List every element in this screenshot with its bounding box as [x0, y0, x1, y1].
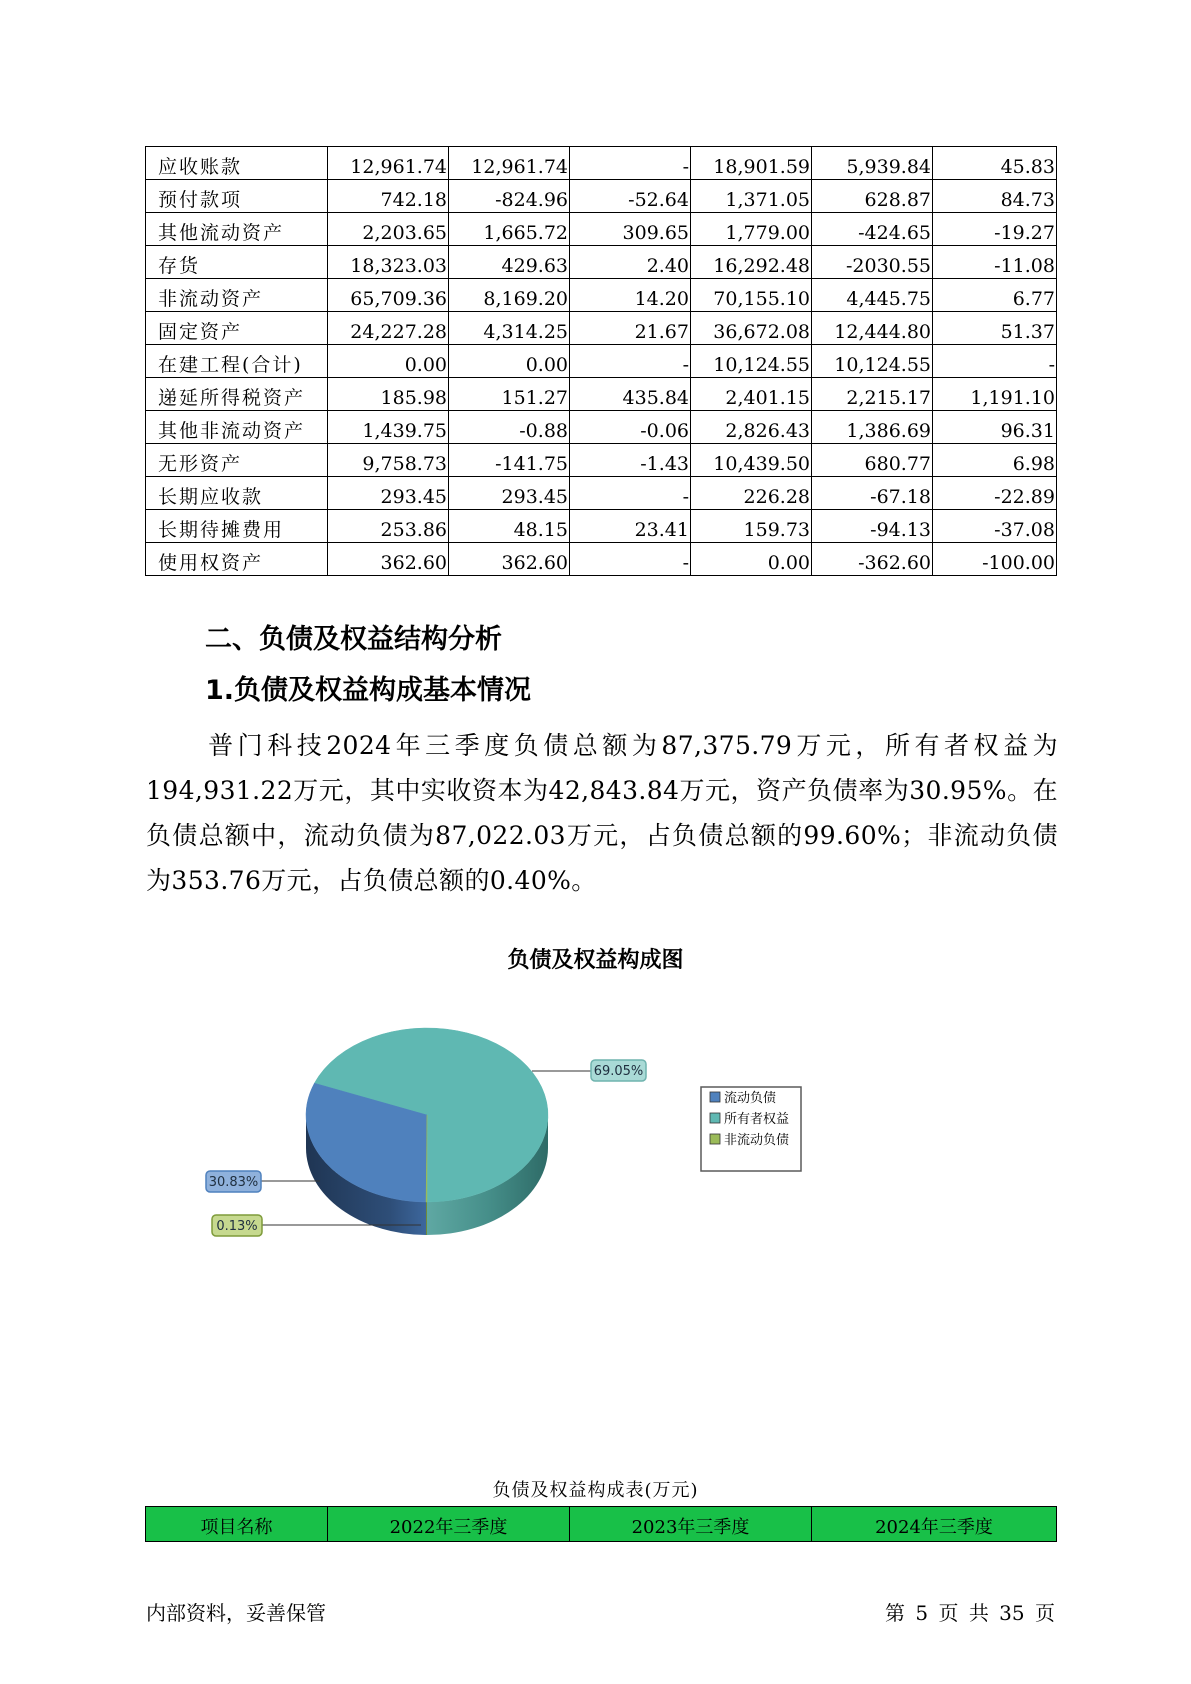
value-cell: 1,371.05	[691, 180, 812, 213]
value-cell: -824.96	[449, 180, 570, 213]
sub-heading: 1.负债及权益构成基本情况	[205, 675, 532, 706]
value-cell: 5,939.84	[812, 147, 933, 180]
value-cell: 680.77	[812, 444, 933, 477]
value-cell: -	[570, 543, 691, 576]
pie-side-noncurrent	[426, 1202, 427, 1235]
value-cell: 12,444.80	[812, 312, 933, 345]
value-cell: -19.27	[933, 213, 1057, 246]
row-label-cell: 在建工程(合计)	[146, 345, 328, 378]
header-cell-item: 项目名称	[146, 1507, 328, 1542]
row-label-cell: 固定资产	[146, 312, 328, 345]
footer-page-number: 第 5 页 共 35 页	[885, 1601, 1055, 1625]
value-cell: -22.89	[933, 477, 1057, 510]
section-heading: 二、负债及权益结构分析	[205, 624, 502, 655]
liability-table-header	[146, 1507, 1057, 1542]
value-cell: -	[933, 345, 1057, 378]
value-cell: 9,758.73	[328, 444, 449, 477]
data-label: 69.05%	[593, 1064, 644, 1079]
row-label-cell: 无形资产	[146, 444, 328, 477]
row-label-cell: 存货	[146, 246, 328, 279]
value-cell: 435.84	[570, 378, 691, 411]
value-cell: 84.73	[933, 180, 1057, 213]
pie-slices	[306, 1028, 548, 1235]
row-label-cell: 其他非流动资产	[146, 411, 328, 444]
value-cell: 6.98	[933, 444, 1057, 477]
value-cell: 185.98	[328, 378, 449, 411]
value-cell: -1.43	[570, 444, 691, 477]
value-cell: 2.40	[570, 246, 691, 279]
value-cell: 4,445.75	[812, 279, 933, 312]
value-cell: 12,961.74	[449, 147, 570, 180]
value-cell: 309.65	[570, 213, 691, 246]
value-cell: 4,314.25	[449, 312, 570, 345]
value-cell: 2,401.15	[691, 378, 812, 411]
value-cell: 24,227.28	[328, 312, 449, 345]
value-cell: 10,124.55	[691, 345, 812, 378]
legend-label: 流动负债	[724, 1091, 777, 1106]
value-cell: -11.08	[933, 246, 1057, 279]
value-cell: -67.18	[812, 477, 933, 510]
footer-confidential: 内部资料，妥善保管	[146, 1601, 326, 1625]
value-cell: 51.37	[933, 312, 1057, 345]
row-label-cell: 长期待摊费用	[146, 510, 328, 543]
value-cell: 48.15	[449, 510, 570, 543]
value-cell: 70,155.10	[691, 279, 812, 312]
value-cell: 65,709.36	[328, 279, 449, 312]
value-cell: 2,215.17	[812, 378, 933, 411]
value-cell: 36,672.08	[691, 312, 812, 345]
value-cell: -	[570, 147, 691, 180]
legend-label: 所有者权益	[724, 1112, 790, 1127]
value-cell: 2,203.65	[328, 213, 449, 246]
value-cell: 45.83	[933, 147, 1057, 180]
value-cell: -	[570, 345, 691, 378]
value-cell: 12,961.74	[328, 147, 449, 180]
row-label-cell: 其他流动资产	[146, 213, 328, 246]
chart-title: 负债及权益构成图	[507, 948, 684, 973]
value-cell: 21.67	[570, 312, 691, 345]
row-label-cell: 非流动资产	[146, 279, 328, 312]
value-cell: 2,826.43	[691, 411, 812, 444]
header-cell-2024: 2024年三季度	[812, 1507, 1057, 1542]
value-cell: -100.00	[933, 543, 1057, 576]
value-cell: -52.64	[570, 180, 691, 213]
value-cell: 10,124.55	[812, 345, 933, 378]
value-cell: 293.45	[449, 477, 570, 510]
chart-legend	[701, 1087, 801, 1171]
value-cell: 96.31	[933, 411, 1057, 444]
legend-swatch	[710, 1092, 720, 1102]
value-cell: -141.75	[449, 444, 570, 477]
value-cell: 0.00	[691, 543, 812, 576]
table-caption: 负债及权益构成表(万元)	[492, 1480, 699, 1501]
value-cell: 293.45	[328, 477, 449, 510]
value-cell: 429.63	[449, 246, 570, 279]
row-label-cell: 使用权资产	[146, 543, 328, 576]
value-cell: -0.88	[449, 411, 570, 444]
header-cell-2023: 2023年三季度	[570, 1507, 812, 1542]
legend-swatch	[710, 1113, 720, 1123]
value-cell: 253.86	[328, 510, 449, 543]
value-cell: -0.06	[570, 411, 691, 444]
value-cell: 18,323.03	[328, 246, 449, 279]
data-label: 0.13%	[216, 1219, 258, 1234]
row-label-cell: 长期应收款	[146, 477, 328, 510]
value-cell: -37.08	[933, 510, 1057, 543]
value-cell: 628.87	[812, 180, 933, 213]
legend-label: 非流动负债	[724, 1133, 790, 1148]
value-cell: 10,439.50	[691, 444, 812, 477]
header-cell-2022: 2022年三季度	[328, 1507, 570, 1542]
value-cell: 742.18	[328, 180, 449, 213]
value-cell: 23.41	[570, 510, 691, 543]
value-cell: 1,779.00	[691, 213, 812, 246]
value-cell: 18,901.59	[691, 147, 812, 180]
value-cell: 362.60	[449, 543, 570, 576]
paragraph-text: 普门科技2024年三季度负债总额为87,375.79万元，所有者权益为194,931.22万元，其中实收资本为42,843.84万元，资产负债率为30.95%。在负债总额中，流动负债为87,022.03万元，占负债总额的99.60%；非流动负债为353.76万元，占负债总额的0.40%。	[146, 731, 1058, 895]
value-cell: 14.20	[570, 279, 691, 312]
value-cell: -94.13	[812, 510, 933, 543]
value-cell: 1,439.75	[328, 411, 449, 444]
value-cell: 8,169.20	[449, 279, 570, 312]
legend-swatch	[710, 1134, 720, 1144]
value-cell: 362.60	[328, 543, 449, 576]
value-cell: -424.65	[812, 213, 933, 246]
value-cell: 1,386.69	[812, 411, 933, 444]
value-cell: -362.60	[812, 543, 933, 576]
row-label-cell: 递延所得税资产	[146, 378, 328, 411]
value-cell: 159.73	[691, 510, 812, 543]
value-cell: 226.28	[691, 477, 812, 510]
value-cell: 1,665.72	[449, 213, 570, 246]
data-label: 30.83%	[208, 1175, 259, 1190]
value-cell: 0.00	[449, 345, 570, 378]
value-cell: 1,191.10	[933, 378, 1057, 411]
value-cell: -	[570, 477, 691, 510]
row-label-cell: 应收账款	[146, 147, 328, 180]
row-label-cell: 预付款项	[146, 180, 328, 213]
value-cell: 16,292.48	[691, 246, 812, 279]
value-cell: 151.27	[449, 378, 570, 411]
value-cell: -2030.55	[812, 246, 933, 279]
value-cell: 0.00	[328, 345, 449, 378]
value-cell: 6.77	[933, 279, 1057, 312]
liability-table	[145, 1506, 1057, 1542]
